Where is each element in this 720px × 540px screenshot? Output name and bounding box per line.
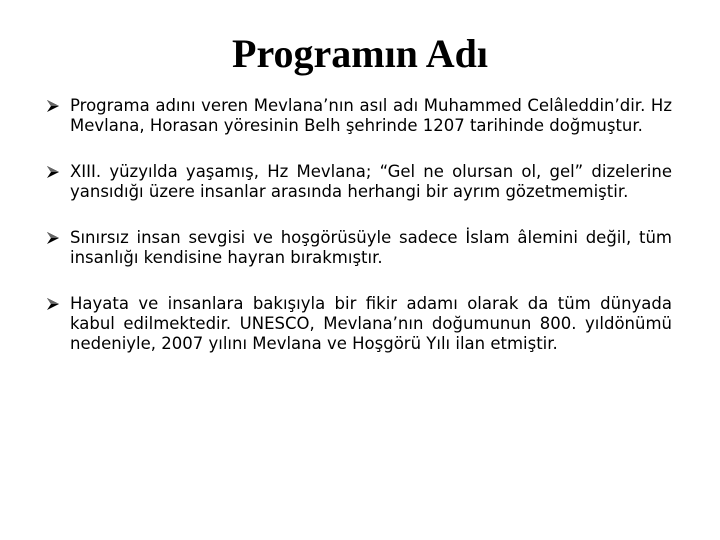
slide-title: Programın Adı <box>232 31 488 76</box>
bullet-text: Sınırsız insan sevgisi ve hoşgörüsüyle sadece İslam âlemini değil, tüm insanlığı kendisine hayran bırakmıştır. <box>70 228 672 267</box>
bullet-text: XIII. yüzyılda yaşamış, Hz Mevlana; “Gel ne olursan ol, gel” dizelerine yansıdığı üzere insanlar arasında herhangi bir ayrım gözetmemiştir. <box>70 162 672 201</box>
arrow-bullet-icon <box>46 165 60 179</box>
arrow-bullet-icon <box>46 99 60 113</box>
arrow-bullet-icon <box>46 231 60 245</box>
bullet-list <box>46 96 672 380</box>
bullet-text: Hayata ve insanlara bakışıyla bir fikir adamı olarak da tüm dünyada kabul edilmektedir. UNESCO, Mevlana’nın doğumunun 800. yıldönümü nedeniyle, 2007 yılını Mevlana ve Hoşgörü Yılı ilan etmiştir. <box>70 294 672 353</box>
bullet-item <box>46 162 672 202</box>
bullet-item <box>46 96 672 136</box>
bullet-item <box>46 294 672 354</box>
bullet-text: Programa adını veren Mevlana’nın asıl adı Muhammed Celâleddin’dir. Hz Mevlana, Horasan yöresinin Belh şehrinde 1207 tarihinde doğmuştur. <box>70 96 672 135</box>
bullet-item <box>46 228 672 268</box>
arrow-bullet-icon <box>46 297 60 311</box>
